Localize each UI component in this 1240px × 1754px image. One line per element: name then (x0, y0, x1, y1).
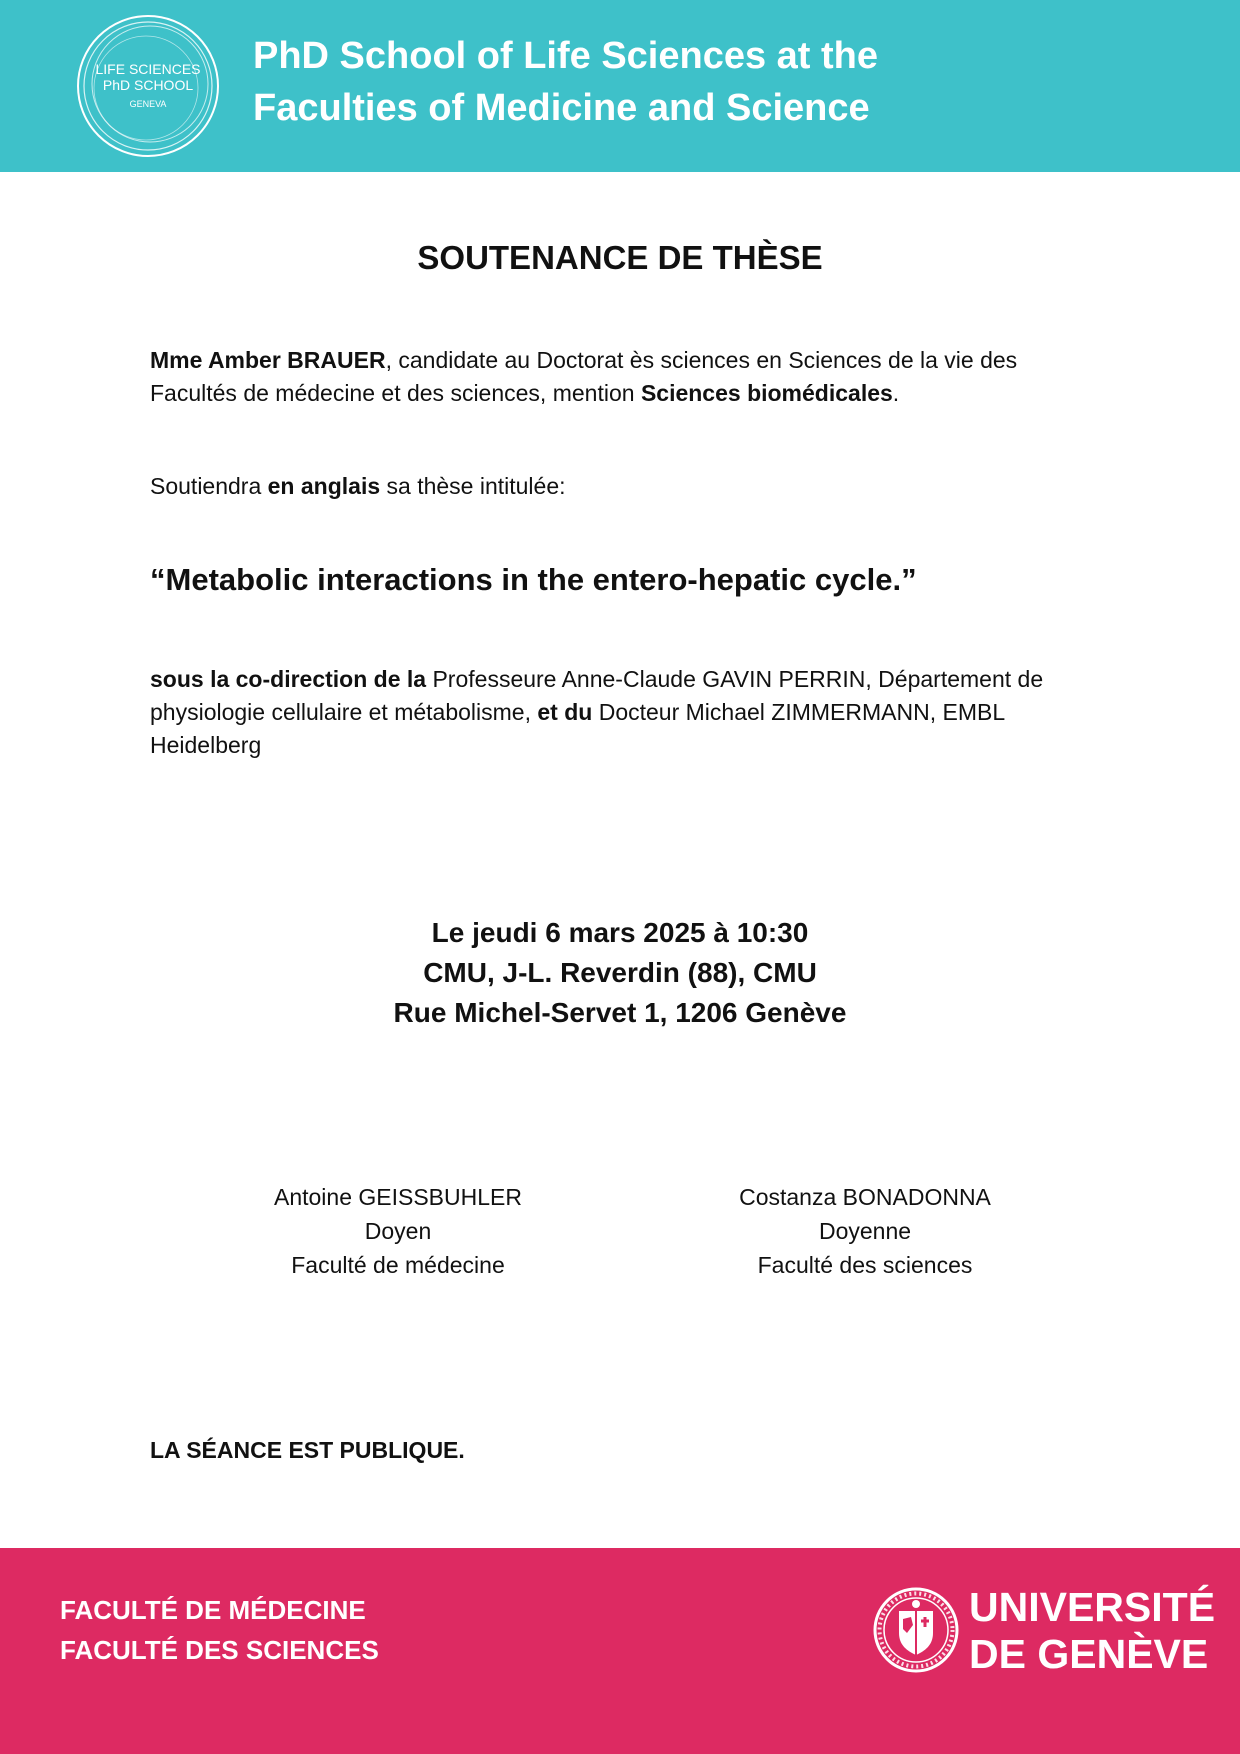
signatory-name: Costanza BONADONNA (739, 1184, 991, 1210)
signatory-faculty: Faculté de médecine (291, 1252, 505, 1278)
logo-line3: GENEVA (129, 99, 167, 109)
signatory-role: Doyenne (818, 1218, 912, 1244)
event-address: Rue Michel-Servet 1, 1206 Genève (393, 997, 847, 1028)
signatory-sciences (665, 1180, 1065, 1282)
signatory-faculty: Faculté des sciences (757, 1252, 973, 1278)
candidate-name: Mme Amber BRAUER (150, 347, 386, 373)
candidate-text: , candidate au Doctorat ès sciences en Sciences de la vie des Facultés de médecine et des sciences, mention (150, 347, 1018, 406)
life-sciences-logo-icon (70, 8, 226, 164)
event-date: Le jeudi 6 mars 2025 à 10:30 (431, 917, 809, 948)
university-name-line1: UNIVERSITÉ (969, 1584, 1216, 1630)
direction-text2: Docteur Michael ZIMMERMANN, EMBL Heidelberg (150, 699, 1005, 758)
public-notice: LA SÉANCE EST PUBLIQUE. (150, 1437, 465, 1463)
intro-post: sa thèse intitulée: (380, 473, 566, 499)
intro-paragraph (150, 470, 1110, 503)
university-name (969, 1584, 1215, 1678)
thesis-title: “Metabolic interactions in the entero-hepatic cycle.” (150, 562, 917, 597)
logo-line1: LIFE SCIENCES (95, 61, 201, 77)
footer-faculty-sciences: FACULTÉ DES SCIENCES (60, 1635, 379, 1665)
candidate-mention: Sciences biomédicales (640, 380, 893, 406)
document-title: SOUTENANCE DE THÈSE (417, 239, 823, 276)
footer-faculties (60, 1590, 379, 1670)
intro-language: en anglais (267, 473, 381, 499)
candidate-paragraph (150, 344, 1110, 410)
header-title-line2: Faculties of Medicine and Science (253, 87, 870, 129)
candidate-end: . (892, 380, 900, 406)
direction-label1: sous la co-direction de la (150, 666, 427, 692)
header-title-line1: PhD School of Life Sciences at the (253, 35, 879, 77)
signatory-name: Antoine GEISSBUHLER (273, 1184, 522, 1210)
direction-paragraph (150, 663, 1110, 762)
university-name-line2: DE GENÈVE (969, 1631, 1209, 1677)
signatory-role: Doyen (364, 1218, 432, 1244)
logo-line2: PhD SCHOOL (102, 77, 194, 93)
footer-faculty-medicine: FACULTÉ DE MÉDECINE (60, 1595, 366, 1625)
header-banner (0, 0, 1240, 172)
footer-banner (0, 1548, 1240, 1754)
university-seal-icon (873, 1587, 959, 1673)
direction-text1: Professeure Anne-Claude GAVIN PERRIN, Département de physiologie cellulaire et métabolisme, (150, 666, 1044, 725)
header-title (253, 30, 1153, 134)
event-room: CMU, J-L. Reverdin (88), CMU (423, 957, 817, 988)
event-details (0, 913, 1240, 1033)
signatory-medicine (198, 1180, 598, 1282)
intro-pre: Soutiendra (150, 473, 268, 499)
direction-label2: et du (537, 699, 593, 725)
